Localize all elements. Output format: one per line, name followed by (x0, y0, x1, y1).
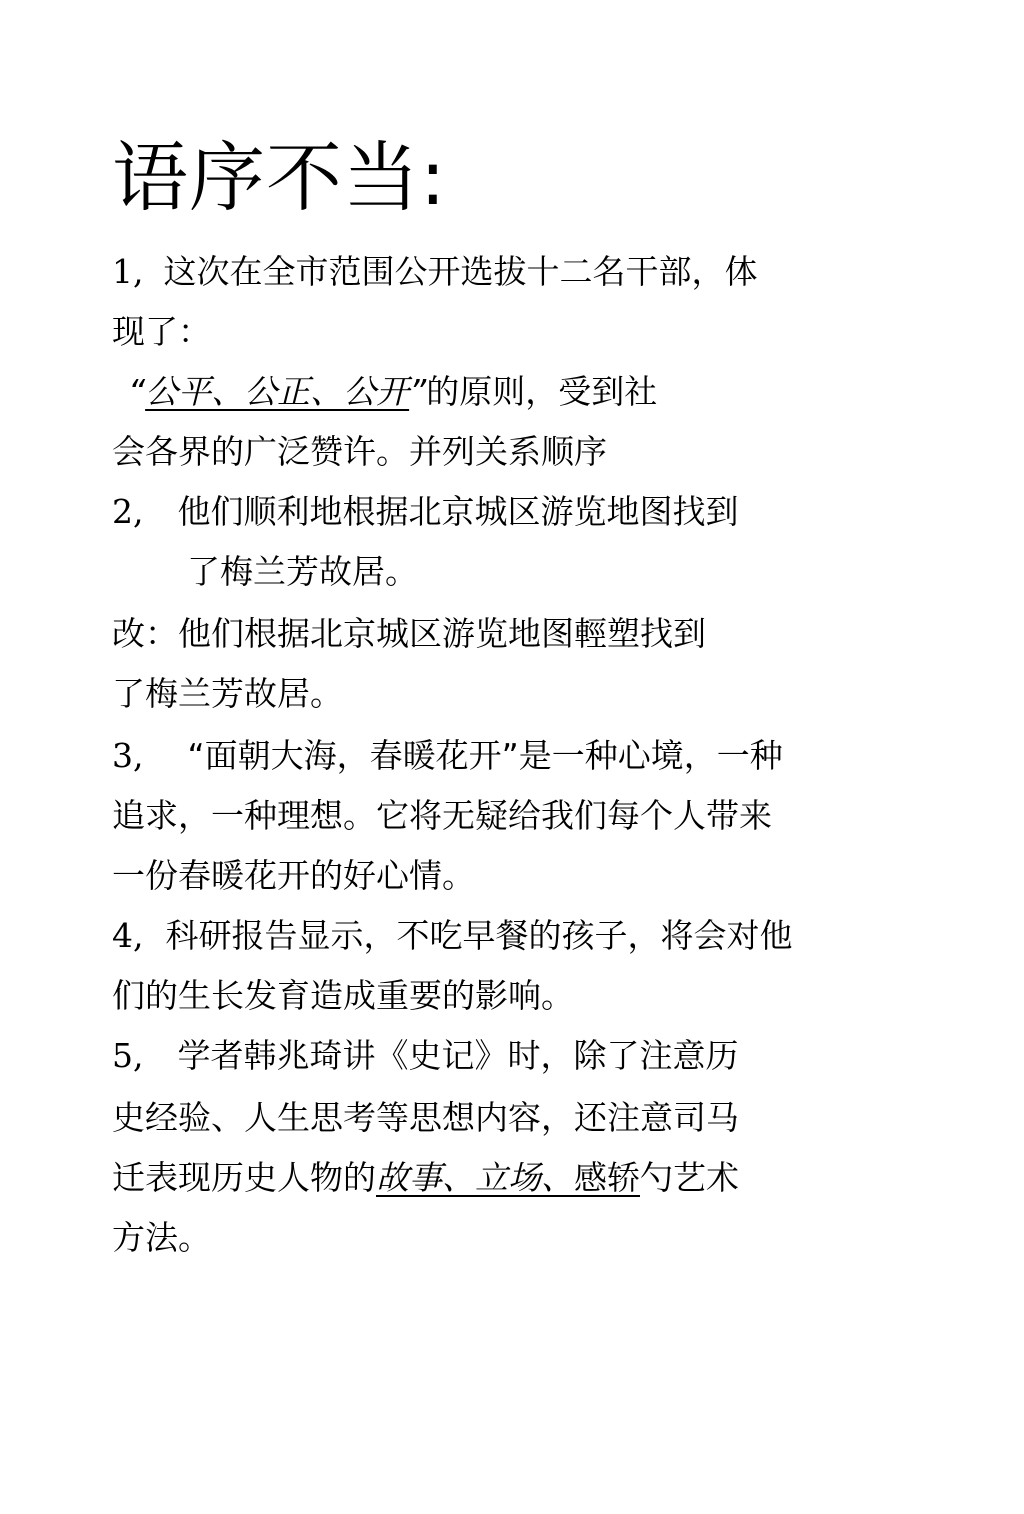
emphasized-principles: 公平、公正、公开 (145, 372, 410, 411)
separator-comma: 、 (541, 1158, 574, 1197)
item-1-line-1 (112, 250, 758, 294)
emphasized-feeling: 感轿 (574, 1158, 640, 1197)
item-3-number: 3, (112, 736, 144, 775)
item-3-text-1: “面朝大海，春暖花开”是一种心境，一种 (187, 736, 783, 775)
item-5-text-3-pre: 迁表现历史人物的 (112, 1158, 376, 1197)
item-2-line-2: 了梅兰芳故居。 (187, 552, 418, 591)
item-3-line-3: 一份春暖花开的好心情。 (112, 856, 475, 895)
item-5-line-4: 方法。 (112, 1218, 211, 1257)
item-1-line-4: 会各界的广泛赞许。并列关系顺序 (112, 432, 607, 471)
page-title: 语序不当: (112, 133, 447, 222)
item-2-fix-line-2: 了梅兰芳故居。 (112, 674, 343, 713)
item-4-number: 4, (112, 916, 144, 955)
item-2-text-1: 他们顺利地根据北京城区游览地图找到 (177, 492, 739, 531)
item-2-fix-line-1: 改：他们根据北京城区游览地图輕塑找到 (112, 614, 706, 653)
item-4-text-1: 科研报告显示，不吃早餐的孩子，将会对他 (165, 916, 793, 955)
item-4-line-2: 们的生长发育造成重要的影响。 (112, 976, 574, 1015)
item-5-line-2: 史经验、人生思考等思想内容，还注意司马 (112, 1098, 739, 1137)
item-1-text-1: 这次在全市范围公开选拔十二名干部，体 (163, 252, 758, 291)
item-5-number: 5, (112, 1036, 144, 1075)
item-2-number: 2, (112, 492, 144, 531)
item-5-text-1: 学者韩兆琦讲《史记》时，除了注意历 (177, 1036, 739, 1075)
item-5-text-3-post: 勺艺术 (640, 1158, 739, 1197)
close-quote: ” (409, 372, 427, 411)
item-3-line-1 (112, 734, 783, 778)
item-4-line-1 (112, 914, 793, 958)
item-5-line-3 (112, 1156, 739, 1200)
item-1-line-2: 现了： (112, 312, 211, 351)
item-5-line-1 (112, 1034, 739, 1078)
item-2-line-1 (112, 490, 739, 534)
item-1-number: 1, (112, 252, 144, 291)
open-quote: “ (128, 372, 146, 411)
item-3-line-2: 追求，一种理想。它将无疑给我们每个人带来 (112, 796, 772, 835)
emphasized-story-stance: 故事、立场 (376, 1158, 541, 1197)
item-1-text-3: 的原则，受到社 (426, 372, 658, 411)
item-1-line-3 (128, 370, 657, 414)
